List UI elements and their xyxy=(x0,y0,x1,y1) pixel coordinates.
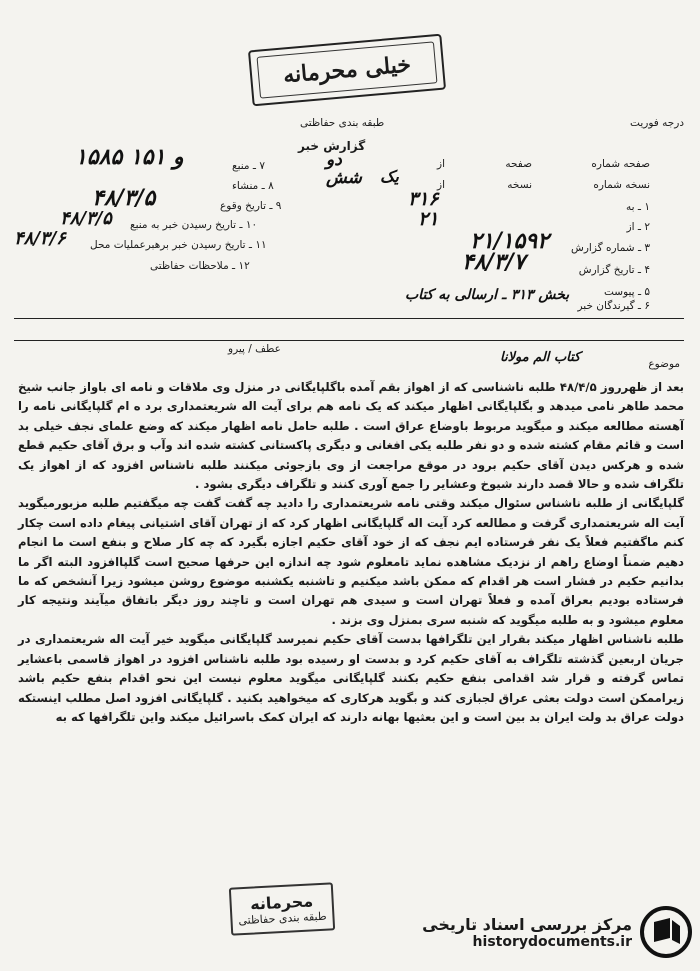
top-stamp-text: خیلی محرمانه xyxy=(282,51,412,89)
field-ops-received-value: ۴۸/۳/۶ xyxy=(14,228,66,249)
field-report-number-label: ۳ ـ شماره گزارش xyxy=(571,242,650,254)
subject-label: موضوع xyxy=(648,358,680,370)
field-attachment-label: ۵ ـ پیوست xyxy=(603,286,650,298)
priority-label: درجه فوریت xyxy=(630,117,684,129)
subject-value: کتاب الم مولانا xyxy=(500,350,581,365)
field-report-date-value: ۴۸/۳/۷ xyxy=(462,249,526,275)
field-source-label: ۷ ـ منبع xyxy=(232,160,265,172)
field-recipients-value: بخش ۳۱۳ ـ ارسالی به کتاب xyxy=(405,287,570,303)
page-total-value: دو xyxy=(326,150,342,170)
bottom-stamp-subtitle: طبقه بندی حفاظتی xyxy=(238,909,327,928)
copy-total-value: شش xyxy=(326,168,362,188)
bottom-stamp-title: محرمانه xyxy=(249,891,314,914)
field-from-label: ۲ ـ از xyxy=(626,221,650,233)
field-report-date-label: ۴ ـ تاریخ گزارش xyxy=(578,264,650,276)
copy-of-label: از xyxy=(437,179,445,191)
header-divider xyxy=(14,318,684,319)
page-number-label: صفحه شماره xyxy=(591,158,650,170)
copy-number-value: یک xyxy=(380,167,399,186)
field-event-date-label: ۹ ـ تاریخ وقوع xyxy=(220,200,282,212)
field-report-number-value: ۲۱/۱۵۹۲ xyxy=(470,228,549,254)
field-from-value: ۲۱ xyxy=(418,208,439,230)
reference-label: عطف / پیرو xyxy=(228,343,281,355)
watermark xyxy=(412,901,692,963)
page-unit-label: صفحه xyxy=(505,158,532,170)
field-to-label: ۱ ـ به xyxy=(626,201,650,213)
field-ops-received-label: ۱۱ ـ تاریخ رسیدن خبر برهبرعملیات محل xyxy=(90,239,267,251)
page-of-label: از xyxy=(437,158,445,170)
body-paragraph: گلپایگانی از طلبه ناشناس سئوال میکند وقتی نامه شریعتمداری را دادید چه گفت گفت چه میگفتیم طلبه مزبورمیگوید آیت اله شریعتمداری گرفت و مطالعه کرد آیت اله گلپایگانی اظهار کرد که از تهران آقای اشتیانی پیغام داده است چکار کنم ماگفتیم فعلاً یک نفر فرستاده ایم نجف که از خود آقای حکیم اجازه بگیرد که چه کار صلاح و بنفع است ما انجام دهیم ضمناً اوضاع راهم از نزدیک مشاهده نماید تامعلوم شود چه اندازه این حرفها صحیح است گلپاافزود البته اگر ما بدانیم حکیم در فشار است هر اقدام که ممکن باشد میکنیم و تاشنبه یکشنبه موضوع روشن میشود زیرا آنشخص که ما فرستاده بودیم بعراق آمده و فعلاً تهران است و سیدی هم تهران است و تاچند روز دیگر باتفاق میآیند ونتیجه کار معلوم میشود و به طلبه میگوید که شنبه سری بمنزل وی بزند . xyxy=(18,496,684,627)
copy-unit-label: نسخه xyxy=(507,179,532,191)
watermark-title: مرکز بررسی اسناد تاریخی xyxy=(422,914,632,934)
field-security-notes-label: ۱۲ ـ ملاحظات حفاظتی xyxy=(150,260,250,272)
watermark-url: historydocuments.ir xyxy=(472,933,632,950)
body-paragraph: بعد از ظهرروز ۴۸/۴/۵ طلبه ناشناسی که از اهواز بقم آمده باگلپایگانی در منزل وی ملاقات و نامه ای باواز جانب شیخ محمد طاهر نامی میدهد و بگلپایگانی اظهار میکند که یک نامه هم برای آیت اله شریعتمداری برد ه ام گلپایگانی نامه را آهسته مطالعه میکند و میگوید مربوط باوضاع عراق است . طلبه حامل نامه اظهار میکند که وضع علمای نجف خیلی بد است و قائم مقام کشته شده و دو نفر طلبه یکی افغانی و دیگری پاکستانی کشته شده اند وآب و برق آقای حکیم قطع شده و هرکس دیدن آقای حکیم برود در موقع مراجعت از وی بازجوئی میکنند طلبه ناشناس افزود که از اهواز یک تلگراف شده و حالا قصد دارند شیوخ وعشایر را جمع آوری کنند و تلگراف دیگری بشود . xyxy=(18,380,684,492)
bottom-classification-stamp xyxy=(229,882,335,935)
classification-label: طبقه بندی حفاظتی xyxy=(300,117,385,129)
top-classification-stamp xyxy=(248,34,446,107)
field-event-date-value: ۴۸/۳/۵ xyxy=(92,185,156,211)
field-to-value: ۳۱۶ xyxy=(408,188,439,210)
field-source-received-label: ۱۰ ـ تاریخ رسیدن خبر به منبع xyxy=(130,219,258,231)
archive-logo-icon xyxy=(640,906,692,958)
reference-divider xyxy=(14,340,684,341)
copy-number-label: نسخه شماره xyxy=(593,179,650,191)
report-title: گزارش خبر xyxy=(298,139,366,153)
report-body xyxy=(18,378,684,727)
field-origin-label: ۸ ـ منشاء xyxy=(232,180,274,192)
field-source-received-value: ۴۸/۳/۵ xyxy=(60,208,112,229)
body-paragraph: طلبه ناشناس اظهار میکند بقرار این تلگرافها بدست آقای حکیم نمیرسد گلپایگانی میگوید خیر آیت اله شریعتمداری در جریان اربعین گذشته تلگراف به آقای حکیم کرد و بدست او رسیده بود طلبه ناشناس افزود در اهواز قاسمی باعشایر تماس گرفته و قرار شد اقدامی بنفع حکیم بکنند گلپایگانی میگوید معلوم نیست این نحو اقدام بنفع حکیم باشد زیراممکن است دولت بعثی عراق لجبازی کند و بگوید هرکاری که میخواهید بکنید . گلپایگانی افزود اصل مطلب اینستکه دولت عراق بد ولت ایران بد بین است و این بعثیها بهانه دارند که ایران کمک باسرائیل میکند واین تلگرافها که به xyxy=(18,632,684,724)
field-recipients-label: ۶ ـ گیرندگان خبر xyxy=(577,300,650,312)
field-source-value: ۱۵۸۵ و ۱۵۱ xyxy=(75,144,184,170)
